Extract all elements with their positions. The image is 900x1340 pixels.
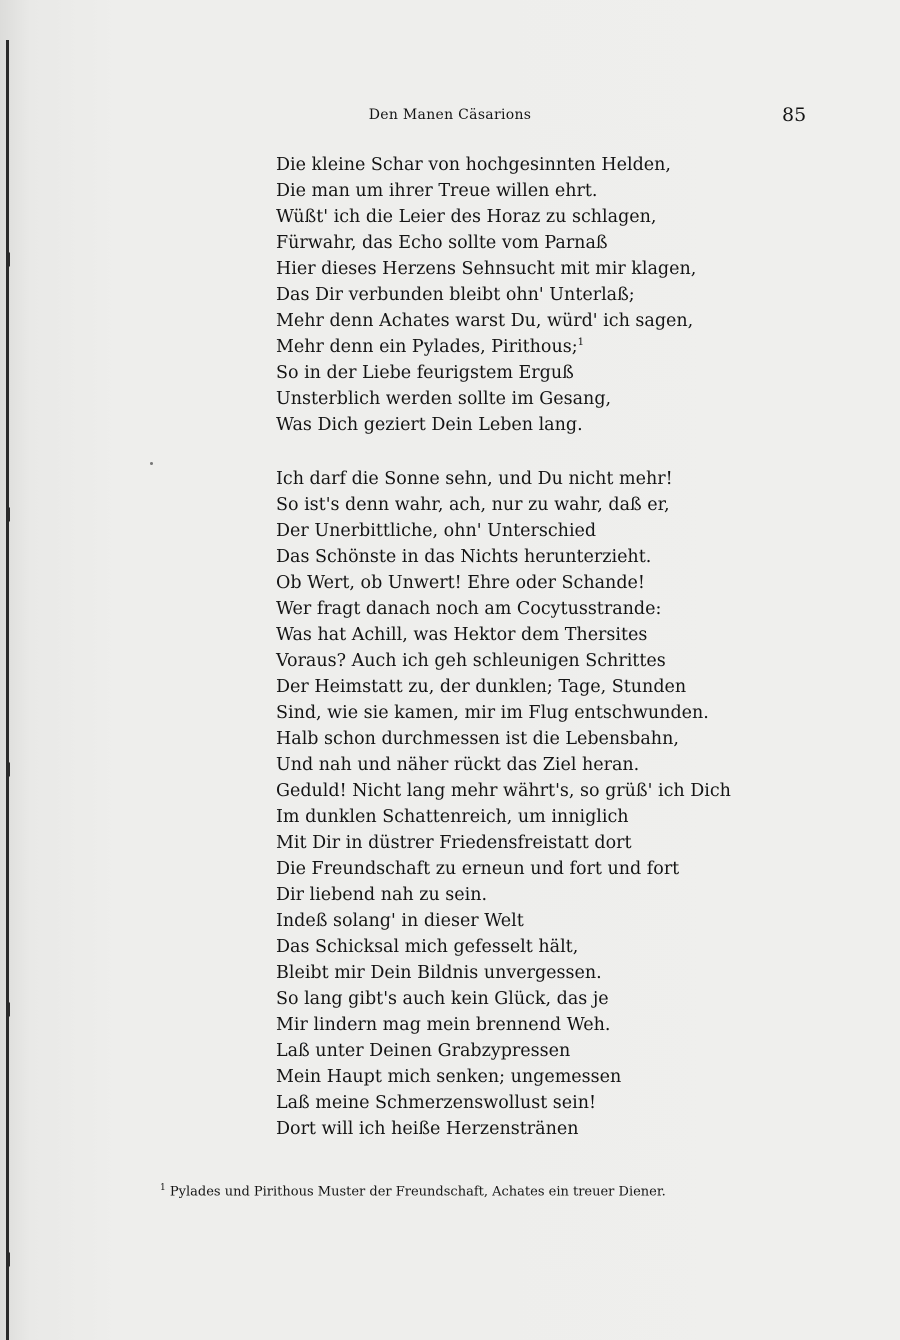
poem-line-text: Mehr denn ein Pylades, Pirithous;: [276, 337, 578, 357]
poem-line: Und nah und näher rückt das Ziel heran.: [276, 755, 640, 775]
poem-line-with-footnote: [276, 334, 696, 360]
poem-line: Dort will ich heiße Herzenstränen: [276, 1119, 579, 1139]
poem-line: Ob Wert, ob Unwert! Ehre oder Schande!: [276, 573, 645, 593]
poem-line: So in der Liebe feurigstem Erguß: [276, 363, 574, 383]
poem-line: Indeß solang' in dieser Welt: [276, 911, 524, 931]
spine-notch: [8, 246, 18, 267]
poem-line: Dir liebend nah zu sein.: [276, 885, 488, 905]
spine-notch: [8, 996, 18, 1017]
poem-line: Der Heimstatt zu, der dunklen; Tage, Stunden: [276, 677, 687, 697]
poem-line: Im dunklen Schattenreich, um inniglich: [276, 807, 629, 827]
footnote-marker: 1: [160, 1183, 166, 1193]
poem-line: Wer fragt danach noch am Cocytusstrande:: [276, 599, 662, 619]
poem-line: Mehr denn Achates warst Du, würd' ich sagen,: [276, 311, 694, 331]
poem-line: Was hat Achill, was Hektor dem Thersites: [276, 625, 648, 645]
poem-line: Der Unerbittliche, ohn' Unterschied: [276, 521, 597, 541]
book-spine-edge: [6, 40, 9, 1340]
poem-line: Unsterblich werden sollte im Gesang,: [276, 389, 612, 409]
poem-line: Laß meine Schmerzenswollust sein!: [276, 1093, 597, 1113]
poem-line: Hier dieses Herzens Sehnsucht mit mir klagen,: [276, 259, 697, 279]
poem-line: Fürwahr, das Echo sollte vom Parnaß: [276, 233, 608, 253]
poem-line: Das Dir verbunden bleibt ohn' Unterlaß;: [276, 285, 635, 305]
poem-line: Voraus? Auch ich geh schleunigen Schrittes: [276, 651, 666, 671]
page-number: 85: [782, 104, 807, 126]
footnote-text: Pylades und Pirithous Muster der Freundschaft, Achates ein treuer Diener.: [169, 1184, 666, 1200]
spine-notch: [8, 756, 18, 777]
poem-line: Geduld! Nicht lang mehr währt's, so grüß' ich Dich: [276, 781, 731, 801]
footnote-reference: 1: [577, 337, 584, 349]
poem-line: Bleibt mir Dein Bildnis unvergessen.: [276, 963, 602, 983]
poem-line: Mein Haupt mich senken; ungemessen: [276, 1067, 622, 1087]
poem-line: So lang gibt's auch kein Glück, das je: [276, 989, 609, 1009]
paper-speck: [150, 462, 153, 465]
poem-line: Halb schon durchmessen ist die Lebensbahn,: [276, 729, 679, 749]
stanza-2: [276, 466, 731, 1142]
poem-line: Was Dich geziert Dein Leben lang.: [276, 415, 583, 435]
poem-line: Die Freundschaft zu erneun und fort und fort: [276, 859, 680, 879]
poem-line: Das Schicksal mich gefesselt hält,: [276, 937, 579, 957]
poem-line: Mit Dir in düstrer Friedensfreistatt dort: [276, 833, 632, 853]
poem-line: Die man um ihrer Treue willen ehrt.: [276, 181, 598, 201]
poem-line: Mir lindern mag mein brennend Weh.: [276, 1015, 611, 1035]
stanza-1: [276, 152, 696, 438]
footnote: [160, 1183, 666, 1199]
spine-notch: [8, 501, 18, 522]
poem-line: Wüßt' ich die Leier des Horaz zu schlagen,: [276, 207, 657, 227]
poem-line: Das Schönste in das Nichts herunterzieht.: [276, 547, 652, 567]
poem-line: Laß unter Deinen Grabzypressen: [276, 1041, 571, 1061]
poem-line: So ist's denn wahr, ach, nur zu wahr, daß er,: [276, 495, 670, 515]
poem-line: Die kleine Schar von hochgesinnten Helden,: [276, 155, 671, 175]
poem-line: Ich darf die Sonne sehn, und Du nicht mehr!: [276, 469, 673, 489]
running-title: Den Manen Cäsarions: [368, 107, 532, 123]
poem-line: Sind, wie sie kamen, mir im Flug entschwunden.: [276, 703, 709, 723]
spine-notch: [8, 1246, 18, 1267]
